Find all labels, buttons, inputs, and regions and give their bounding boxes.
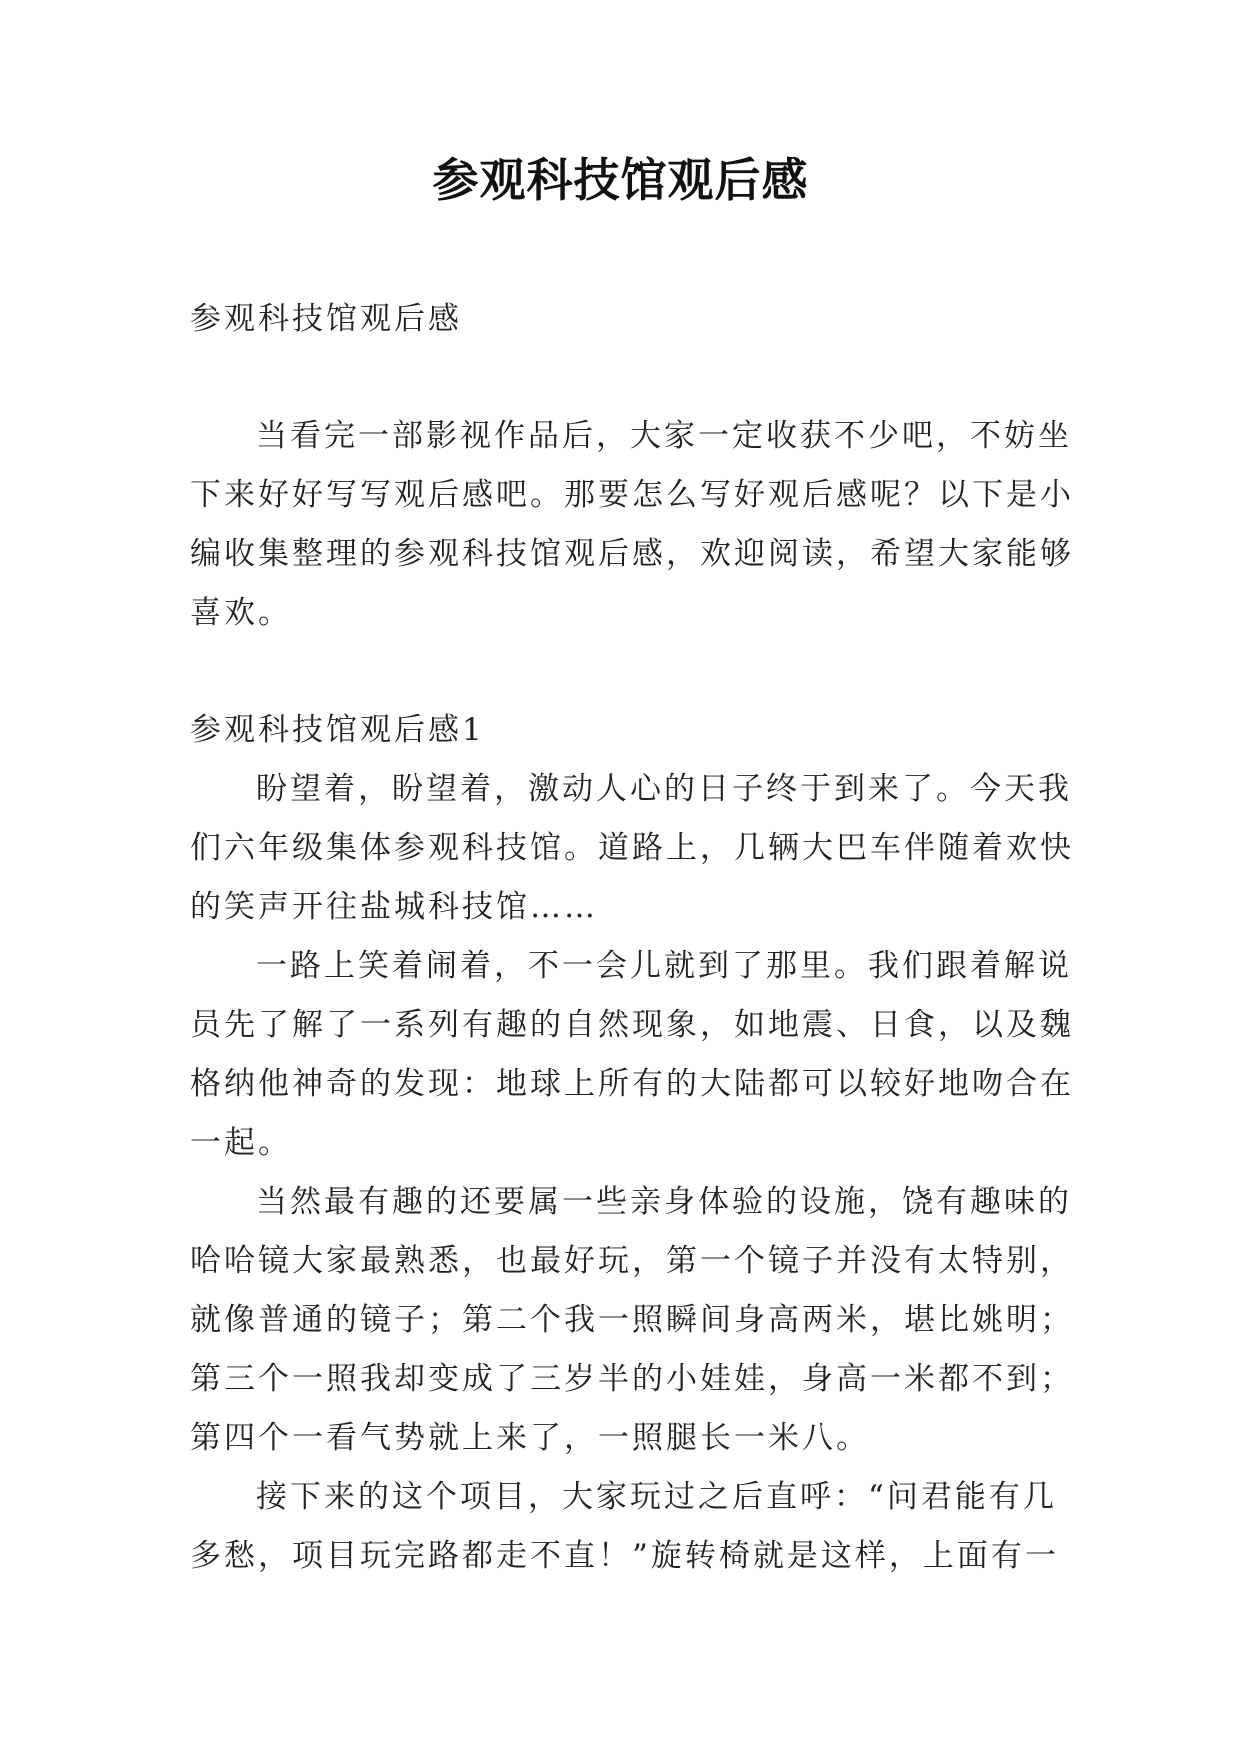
document-title: 参观科技馆观后感: [432, 153, 809, 207]
blank-gap: [190, 349, 1050, 407]
intro-line: 编收集整理的参观科技馆观后感，欢迎阅读，希望大家能够: [190, 536, 1074, 572]
paragraph-line: 就像普通的镜子；第二个我一照瞬间身高两米，堪比姚明；: [190, 1302, 1074, 1338]
intro-line: 当看完一部影视作品后，大家一定收获不少吧，不妨坐: [256, 418, 1072, 454]
paragraph-line: 员先了解了一系列有趣的自然现象，如地震、日食，以及魏: [190, 1007, 1074, 1043]
paragraph-line: 格纳他神奇的发现：地球上所有的大陆都可以较好地吻合在: [190, 1066, 1074, 1102]
paragraph-line: 盼望着，盼望着，激动人心的日子终于到来了。今天我: [256, 771, 1072, 807]
paragraph-1: [190, 760, 1074, 937]
paragraph-line: 们六年级集体参观科技馆。道路上，几辆大巴车伴随着欢快: [190, 830, 1074, 866]
paragraph-line: 接下来的这个项目，大家玩过之后直呼：“问君能有几: [256, 1479, 1057, 1515]
paragraph-line: 第四个一看气势就上来了，一照腿长一米八。: [190, 1420, 870, 1456]
section-heading: 参观科技馆观后感1: [190, 712, 485, 748]
paragraph-line: 第三个一照我却变成了三岁半的小娃娃，身高一米都不到；: [190, 1361, 1074, 1397]
paragraph-3: [190, 1173, 1074, 1468]
paragraph-line: 哈哈镜大家最熟悉，也最好玩，第一个镜子并没有太特别，: [190, 1243, 1074, 1279]
paragraph-4: [190, 1468, 1059, 1586]
paragraph-line: 多愁，项目玩完路都走不直！”旋转椅就是这样，上面有一: [190, 1538, 1059, 1574]
blank-gap: [190, 643, 1050, 701]
paragraph-2: [190, 937, 1074, 1173]
paragraph-line: 当然最有趣的还要属一些亲身体验的设施，饶有趣味的: [256, 1184, 1072, 1220]
paragraph-line: 的笑声开往盐城科技馆……: [190, 889, 598, 925]
document-subtitle: 参观科技馆观后感: [190, 301, 462, 337]
intro-paragraph: [190, 407, 1074, 643]
paragraph-line: 一起。: [190, 1125, 292, 1161]
intro-line: 喜欢。: [190, 595, 292, 631]
document-body: [190, 290, 1074, 1586]
paragraph-line: 一路上笑着闹着，不一会儿就到了那里。我们跟着解说: [256, 948, 1072, 984]
intro-line: 下来好好写写观后感吧。那要怎么写好观后感呢？以下是小: [190, 477, 1074, 513]
